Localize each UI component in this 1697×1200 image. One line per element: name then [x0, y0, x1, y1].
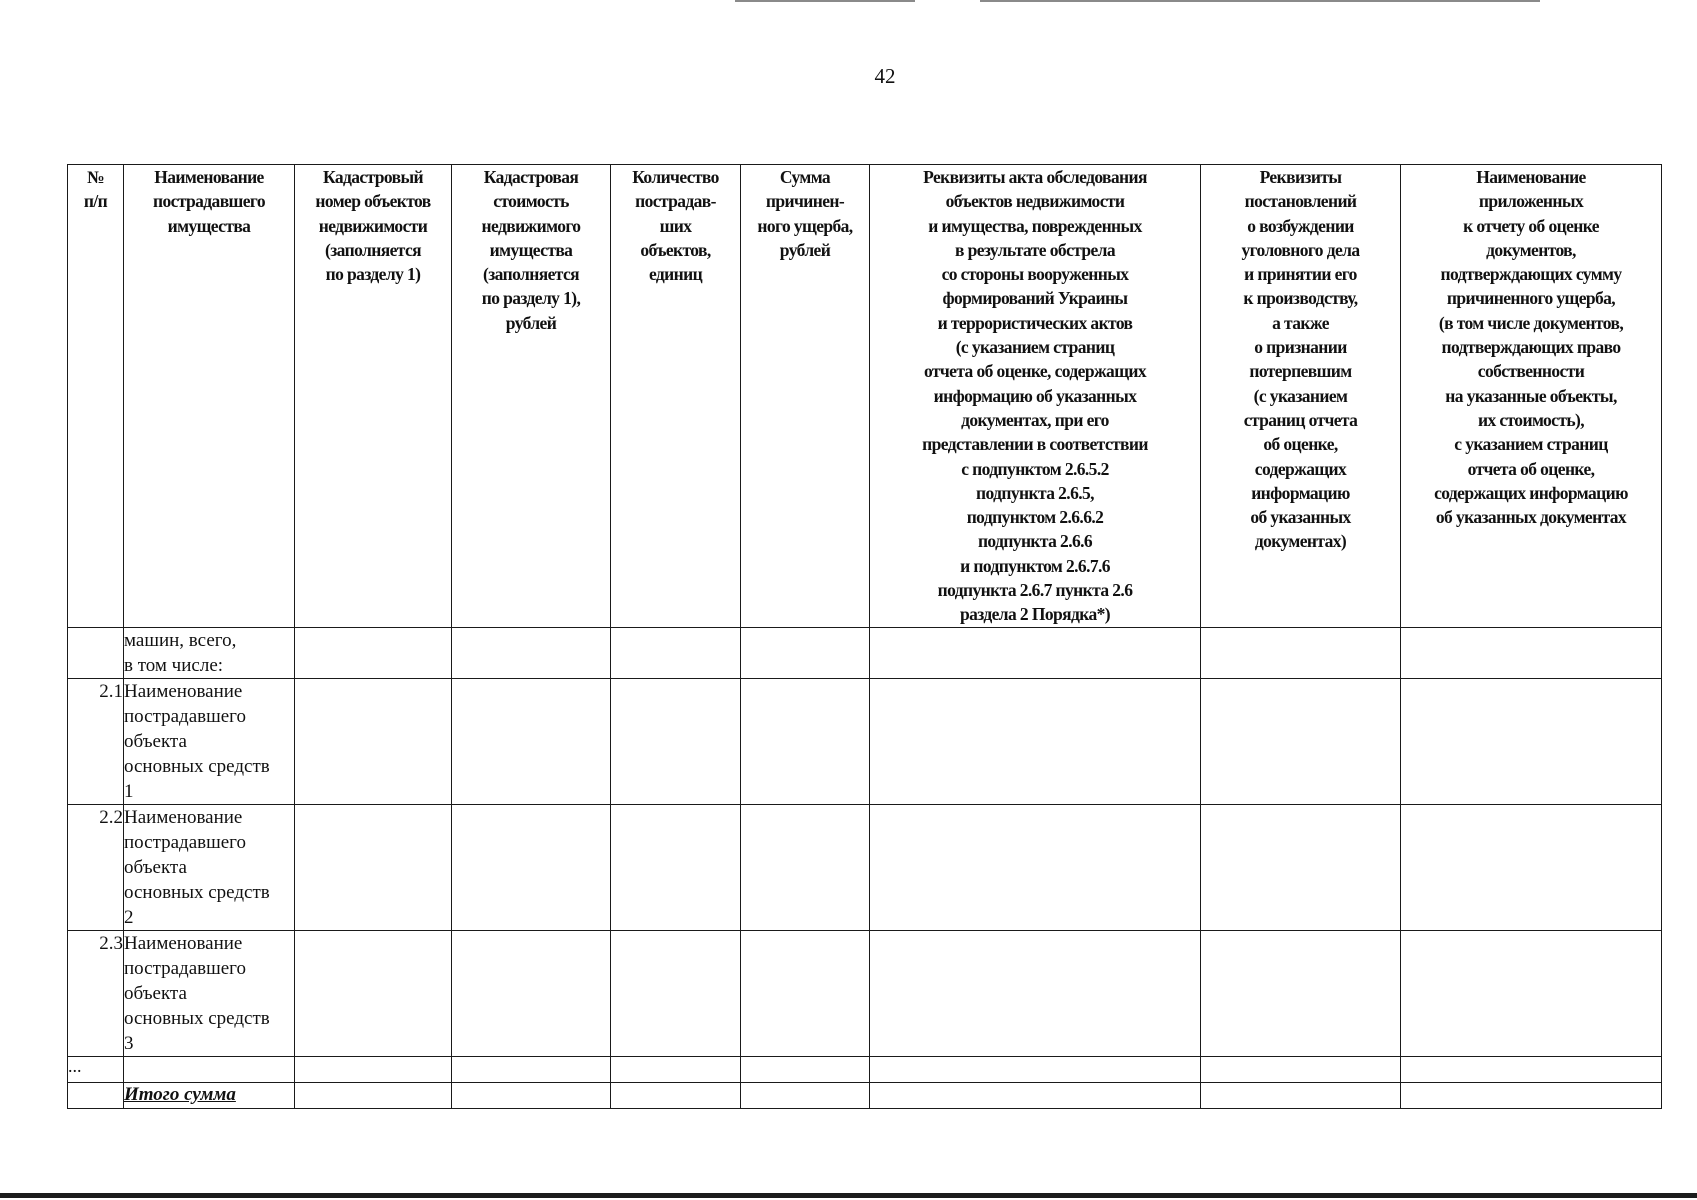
- page-number: 42: [874, 64, 896, 88]
- header-cadastral-value: Кадастровая стоимость недвижимого имущества (заполняется по разделу 1), рублей: [452, 165, 611, 628]
- table-cell: [870, 930, 1201, 1056]
- header-damage-amount: Сумма причинен- ного ущерба, рублей: [741, 165, 870, 628]
- table-cell: [1401, 1056, 1662, 1082]
- table-cell: [452, 1056, 611, 1082]
- table-cell: [870, 804, 1201, 930]
- table-row: [68, 930, 1662, 1056]
- table-cell: [611, 804, 741, 930]
- table-cell: [611, 1056, 741, 1082]
- table-cell: [1201, 627, 1401, 678]
- table-cell: [611, 930, 741, 1056]
- row-name: машин, всего, в том числе:: [124, 627, 295, 678]
- table-cell: [452, 678, 611, 804]
- header-attached-documents: Наименование приложенных к отчету об оценке документов, подтверждающих сумму причиненного ущерба, (в том числе документов, подтверждающих право собственности на указанные объекты, их стоимость), с указанием страниц отчета об оценке, содержащих информацию об указанных документах: [1401, 165, 1662, 628]
- table-cell: [741, 627, 870, 678]
- row-number: 2.3: [68, 930, 124, 1056]
- table-cell: [611, 627, 741, 678]
- table-cell: [870, 1056, 1201, 1082]
- row-name: Наименование пострадавшего объекта основных средств 3: [124, 930, 295, 1056]
- table-row: [68, 804, 1662, 930]
- table-cell: [295, 1082, 452, 1108]
- table-cell: [1201, 1082, 1401, 1108]
- ellipsis-cell: ...: [68, 1056, 124, 1082]
- table-cell: [741, 1082, 870, 1108]
- scan-artifact-top-left: [735, 0, 915, 2]
- table-cell: [1201, 1056, 1401, 1082]
- table-cell: [295, 930, 452, 1056]
- table-cell: [1401, 1082, 1662, 1108]
- table-cell: [68, 1082, 124, 1108]
- table-cell: [611, 678, 741, 804]
- table-cell: [741, 804, 870, 930]
- table-cell: [1201, 678, 1401, 804]
- header-damaged-count: Количество пострадав- ших объектов, единиц: [611, 165, 741, 628]
- table-cell: [452, 804, 611, 930]
- table-row: [68, 678, 1662, 804]
- row-number: 2.1: [68, 678, 124, 804]
- row-name: Наименование пострадавшего объекта основных средств 1: [124, 678, 295, 804]
- table-row: [68, 627, 1662, 678]
- table-cell: [124, 1056, 295, 1082]
- table-cell: [741, 930, 870, 1056]
- table-cell: [295, 804, 452, 930]
- header-property-name: Наименование пострадавшего имущества: [124, 165, 295, 628]
- table-cell: [295, 627, 452, 678]
- table-cell: [1401, 804, 1662, 930]
- table-cell: [1401, 627, 1662, 678]
- ellipsis-row: [68, 1056, 1662, 1082]
- header-criminal-case: Реквизиты постановлений о возбуждении уголовного дела и принятии его к производству, а также о признании потерпевшим (с указанием страниц отчета об оценке, содержащих информацию об указанных документах): [1201, 165, 1401, 628]
- table-cell: [1201, 804, 1401, 930]
- table-cell: [1201, 930, 1401, 1056]
- table-cell: [611, 1082, 741, 1108]
- header-cadastral-number: Кадастровый номер объектов недвижимости (заполняется по разделу 1): [295, 165, 452, 628]
- table-cell: [870, 1082, 1201, 1108]
- table-cell: [452, 930, 611, 1056]
- total-row: [68, 1082, 1662, 1108]
- scan-artifact-bottom: [0, 1193, 1697, 1198]
- header-number: № п/п: [68, 165, 124, 628]
- table-cell: [452, 627, 611, 678]
- table-cell: [741, 678, 870, 804]
- table-cell: [1401, 678, 1662, 804]
- table-cell: [452, 1082, 611, 1108]
- table-cell: [870, 627, 1201, 678]
- table-cell: [295, 1056, 452, 1082]
- row-number: [68, 627, 124, 678]
- total-label: Итого сумма: [124, 1082, 295, 1108]
- table-cell: [741, 1056, 870, 1082]
- header-row: [68, 165, 1662, 628]
- table-cell: [1401, 930, 1662, 1056]
- row-name: Наименование пострадавшего объекта основных средств 2: [124, 804, 295, 930]
- scan-artifact-top-right: [980, 0, 1540, 2]
- row-number: 2.2: [68, 804, 124, 930]
- table-cell: [295, 678, 452, 804]
- header-inspection-act: Реквизиты акта обследования объектов недвижимости и имущества, поврежденных в результате обстрела со стороны вооруженных формирований Украины и террористических актов (с указанием страниц отчета об оценке, содержащих информацию об указанных документах, при его представлении в соответствии с подпунктом 2.6.5.2 подпункта 2.6.5, подпунктом 2.6.6.2 подпункта 2.6.6 и подпунктом 2.6.7.6 подпункта 2.6.7 пункта 2.6 раздела 2 Порядка*): [870, 165, 1201, 628]
- table-cell: [870, 678, 1201, 804]
- damage-report-table: [67, 164, 1662, 1109]
